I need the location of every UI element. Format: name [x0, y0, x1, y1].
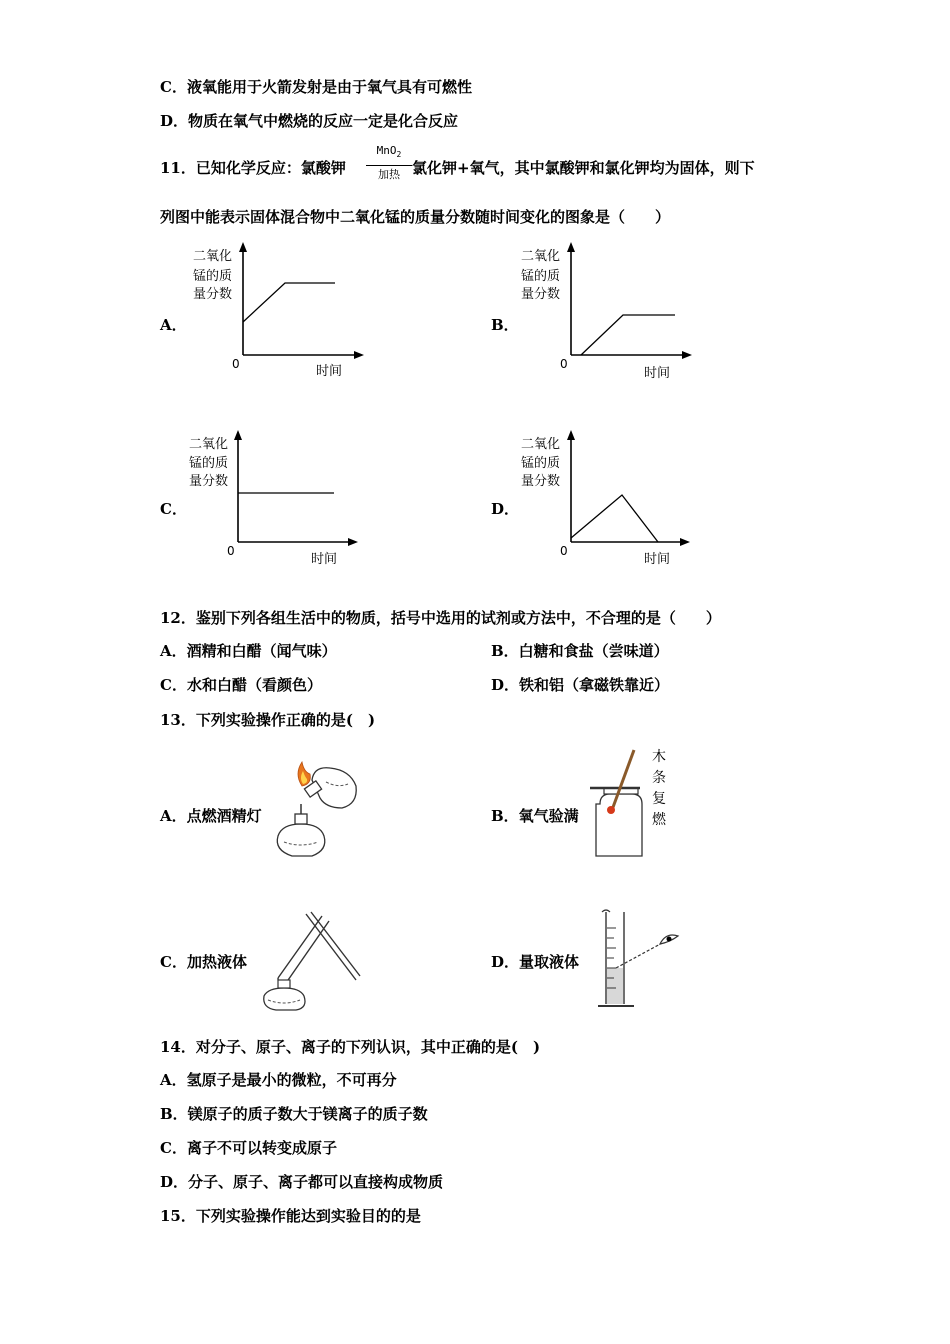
- q14-option-d: D．分子、原子、离子都可以直接构成物质: [160, 1173, 444, 1191]
- graph-b-ylabel-2: 锰的质: [521, 269, 561, 284]
- q12-option-c: C．水和白醋（看颜色）: [160, 676, 322, 694]
- wooden-splint: [607, 750, 634, 814]
- graph-a-x-arrow: [354, 351, 364, 359]
- graph-d-curve: [571, 495, 658, 542]
- q12-option-d: D．铁和铝（拿磁铁靠近）: [491, 676, 670, 694]
- flame-icon: [298, 762, 310, 786]
- graph-a-origin: 0: [232, 357, 240, 371]
- q13-option-a: A．点燃酒精灯: [160, 807, 262, 825]
- graph-d-y-arrow: [567, 430, 575, 440]
- graph-d-ylabel-3: 量分数: [521, 474, 561, 489]
- upper-tilted-lamp: [304, 768, 356, 808]
- graph-a-ylabel-2: 锰的质: [193, 269, 233, 284]
- q15-stem: 15．下列实验操作能达到实验目的的是: [160, 1207, 421, 1225]
- graph-d-ylabel-1: 二氧化: [521, 437, 561, 452]
- q13-option-b: B．氧气验满: [491, 807, 579, 825]
- q12-option-b: B．白糖和食盐（尝味道）: [491, 642, 669, 660]
- graph-c-origin: 0: [227, 544, 235, 558]
- splint-glow-icon: [607, 806, 615, 814]
- graph-a-xlabel: 时间: [316, 364, 343, 379]
- graph-c-ylabel-1: 二氧化: [189, 437, 229, 452]
- q13-a-illustration: [268, 758, 364, 862]
- eye-icon: [660, 935, 678, 944]
- graph-b-ylabel-1: 二氧化: [521, 249, 561, 264]
- q11-graph-c: [186, 428, 376, 568]
- q11-graph-a: [190, 240, 380, 380]
- graph-b-x-arrow: [682, 351, 692, 359]
- q13-option-c: C．加热液体: [160, 953, 247, 971]
- graph-c-y-arrow: [234, 430, 242, 440]
- b-side-char-4: 燃: [652, 812, 666, 828]
- graph-a-y-arrow: [239, 242, 247, 252]
- measuring-cylinder: [598, 910, 634, 1006]
- graph-d-x-arrow: [680, 538, 690, 546]
- q11-option-c-label: C．: [160, 500, 187, 518]
- q11-stem-line2: 列图中能表示固体混合物中二氧化锰的质量分数随时间变化的图象是（ ）: [160, 208, 671, 226]
- graph-b-ylabel-3: 量分数: [521, 287, 561, 302]
- q14-option-c: C．离子不可以转变成原子: [160, 1139, 337, 1157]
- b-side-char-1: 木: [652, 749, 666, 765]
- q11-stem-suffix: 氯化钾+氧气，其中氯酸钾和氯化钾均为固体，则下: [412, 159, 755, 177]
- q14-stem: 14．对分子、原子、离子的下列认识，其中正确的是( ): [160, 1038, 541, 1056]
- graph-c-xlabel: 时间: [311, 552, 338, 567]
- q11-option-a-label: A．: [160, 316, 187, 334]
- graph-d-origin: 0: [560, 544, 568, 558]
- graph-b-y-arrow: [567, 242, 575, 252]
- q13-stem: 13．下列实验操作正确的是( ): [160, 711, 376, 729]
- graph-a-ylabel-1: 二氧化: [193, 249, 233, 264]
- graph-a-curve: [243, 283, 335, 322]
- q13-option-d: D．量取液体: [491, 953, 580, 971]
- q11-option-b-label: B．: [491, 316, 519, 334]
- q10-option-c: C．液氧能用于火箭发射是由于氧气具有可燃性: [160, 78, 472, 96]
- graph-b-origin: 0: [560, 357, 568, 371]
- q11-graph-b: [518, 240, 708, 380]
- alcohol-lamp: [264, 980, 305, 1010]
- test-tube-holder: [306, 912, 360, 980]
- q14-option-b: B．镁原子的质子数大于镁离子的质子数: [160, 1105, 428, 1123]
- graph-a-ylabel-3: 量分数: [193, 287, 233, 302]
- q11-option-d-label: D．: [491, 500, 520, 518]
- q11-graph-d: [518, 428, 708, 568]
- graph-b-xlabel: 时间: [644, 366, 671, 381]
- graph-c-x-arrow: [348, 538, 358, 546]
- q12-option-a: A．酒精和白醋（闻气味）: [160, 642, 337, 660]
- q11-stem-prefix: 11．已知化学反应：氯酸钾: [160, 159, 346, 177]
- q14-option-a: A．氢原子是最小的微粒，不可再分: [160, 1071, 397, 1089]
- q13-b-illustration: [590, 744, 685, 862]
- graph-c-ylabel-3: 量分数: [189, 474, 229, 489]
- q11-condition: 加热: [378, 168, 400, 181]
- b-side-char-2: 条: [652, 770, 666, 786]
- q13-d-illustration: [596, 908, 686, 1014]
- graph-d-ylabel-2: 锰的质: [521, 456, 561, 471]
- graph-b-curve: [581, 315, 675, 355]
- q12-stem: 12．鉴别下列各组生活中的物质，括号中选用的试剂或方法中，不合理的是（ ）: [160, 609, 721, 627]
- q11-catalyst: MnO$_2$: [376, 144, 402, 160]
- b-side-char-3: 复: [652, 791, 666, 807]
- q13-c-illustration: [256, 908, 364, 1012]
- q10-option-d: D．物质在氧气中燃烧的反应一定是化合反应: [160, 112, 459, 130]
- graph-d-xlabel: 时间: [644, 552, 671, 567]
- sight-line: [616, 942, 664, 968]
- lower-alcohol-lamp: [277, 804, 325, 856]
- graph-c-ylabel-2: 锰的质: [189, 456, 229, 471]
